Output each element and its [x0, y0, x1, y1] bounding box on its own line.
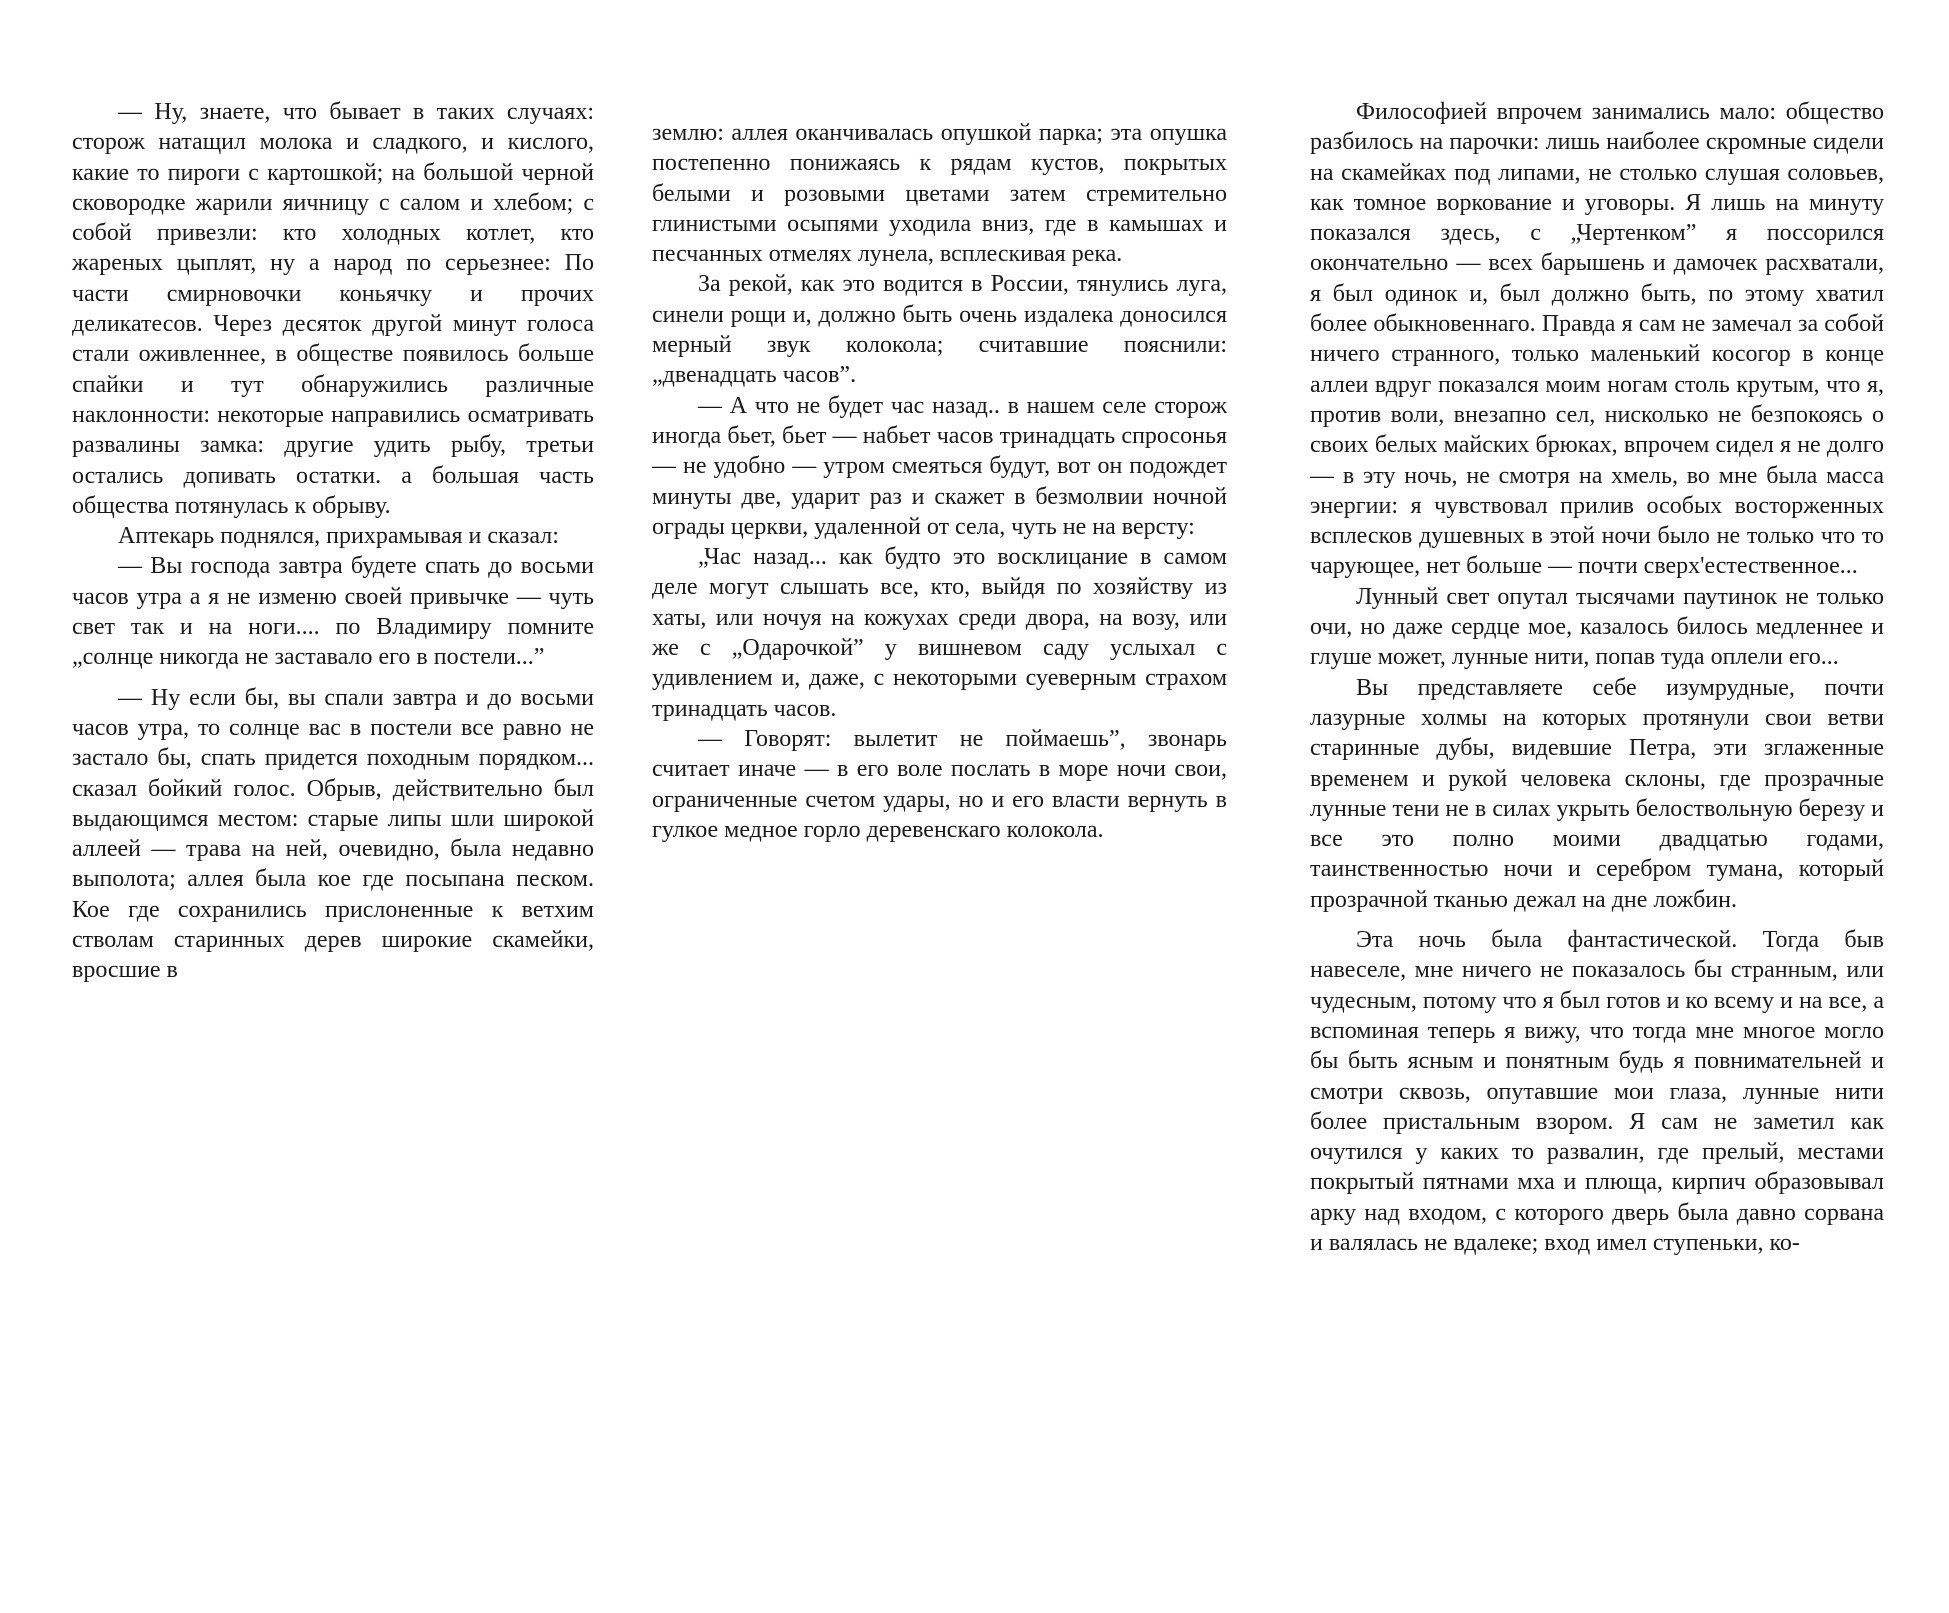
- paragraph: Аптекарь поднялся, прихрамывая и сказал:: [118, 523, 559, 550]
- paragraph: Эта ночь была фантастической. Тогда быв навеселе, мне ничего не показалось бы странным, или чудесным, потому что я был готов и ко всему и на все, а вспоминая теперь я вижу, что тогда мне многое могло бы быть ясным и понятным будь я повнимательней и смотри сквозь, опутавшие мои глаза, лунные нити более пристальным взором. Я сам не заметил как очутился у каких то развалин, где прелый, местами покрытый пятнами мха и плюща, кирпич образовывал арку над входом, с которого дверь была давно сорвана и валялась не вдалеке; вход имел ступеньки, ко-: [1310, 927, 1884, 1256]
- paragraph: — Ну, знаете, что бывает в таких случаях: сторож натащил молока и сладкого, и кислого, какие то пироги с картошкой; на большой черной сковородке жарили яичницу с салом и хлебом; с собой привезли: кто холодных котлет, кто жареных цыплят, ну а народ по серьезнее: По части смирновочки коньячку и прочих деликатесов. Через десяток другой минут голоса стали оживленнее, в обществе появилось больше спайки и тут обнаружились различные наклонности: некоторые направились осматривать развалины замка: другие удить рыбу, третьи остались допивать остатки. а большая часть общества потянулась к обрыву.: [72, 99, 594, 519]
- paragraph: — Ну если бы, вы спали завтра и до восьми часов утра, то солнце вас в постели все равно не застало бы, спать придется походным порядком... сказал бойкий голос. Обрыв, действительно был выдающимся местом: старые липы шли широкой аллеей — трава на ней, очевидно, была недавно выполота; аллея была кое где посыпана песком. Кое где сохранились прислоненные к ветхим стволам старинных дерев широкие скамейки, вросшие в: [72, 684, 594, 984]
- text-column-middle: [652, 118, 1227, 845]
- paragraph: „Час назад... как будто это восклицание в самом деле могут слышать все, кто, выйдя по хозяйству из хаты, или ночуя на кожухах среди двора, на возу, или же с „Одарочкой” у вишневом саду услыхал с удивлением и, даже, с некоторыми суеверным страхом тринадцать часов.: [652, 544, 1227, 722]
- text-column-left: [72, 97, 594, 986]
- paragraph: За рекой, как это водится в России, тянулись луга, синели рощи и, должно быть очень издалека доносился мерный звук колокола; считавшие пояснили: „двенадцать часов”.: [652, 271, 1227, 389]
- paragraph: — Вы господа завтра будете спать до восьми часов утра а я не изменю своей привычке — чуть свет так и на ноги.... по Владимиру помните „солнце никогда не заставало его в постели...”: [72, 553, 594, 671]
- paragraph: Вы представляете себе изумрудные, почти лазурные холмы на которых протянули свои ветви старинные дубы, видевшие Петра, эти зглаженные временем и рукой человека склоны, где прозрачные лунные тени не в силах укрыть белоствольную березу и все это полно моими двадцатью годами, таинственностью ночи и серебром тумана, который прозрачной тканью дежал на дне ложбин.: [1310, 674, 1884, 913]
- paragraph: Лунный свет опутал тысячами паутинок не только очи, но даже сердце мое, казалось билось медленнее и глуше может, лунные нити, попав туда оплели его...: [1310, 583, 1884, 671]
- text-column-right: [1310, 97, 1884, 1258]
- paragraph: Философией впрочем занимались мало: общество разбилось на парочки: лишь наиболее скромные сидели на скамейках под липами, не столько слушая соловьев, как томное воркование и уговоры. Я лишь на минуту показался здесь, с „Чертенком” я поссорился окончательно — всех барышень и дамочек расхватали, я был одинок и, был должно быть, по этому хватил более обыкновеннаго. Правда я сам не замечал за собой ничего странного, только маленький косогор в конце аллеи вдруг показался моим ногам столь крутым, что я, против воли, внезапно сел, нисколько не безпокоясь о своих белых майских брюках, впрочем сидел я не долго — в эту ночь, не смотря на хмель, во мне была масса энергии: я чувствовал прилив особых восторженных всплесков душевных в этой ночи было не только что то чарующее, нет больше — почти сверх'естественное...: [1310, 99, 1884, 580]
- paragraph: землю: аллея оканчивалась опушкой парка; эта опушка постепенно понижаясь к рядам кустов, покрытых белыми и розовыми цветами затем стремительно глинистыми осыпями уходила вниз, где в камышах и песчанных отмелях лунела, всплескивая река.: [652, 120, 1227, 268]
- paragraph: — Говорят: вылетит не поймаешь”, звонарь считает иначе — в его воле послать в море ночи свои, ограниченные счетом удары, но и его власти вернуть в гулкое медное горло деревенскаго колокола.: [652, 725, 1227, 843]
- paragraph: — А что не будет час назад.. в нашем селе сторож иногда бьет, бьет — набьет часов тринадцать спросонья — не удобно — утром смеяться будут, вот он подождет минуты две, ударит раз и скажет в безмолвии ночной ограды церкви, удаленной от села, чуть не на версту:: [652, 392, 1227, 540]
